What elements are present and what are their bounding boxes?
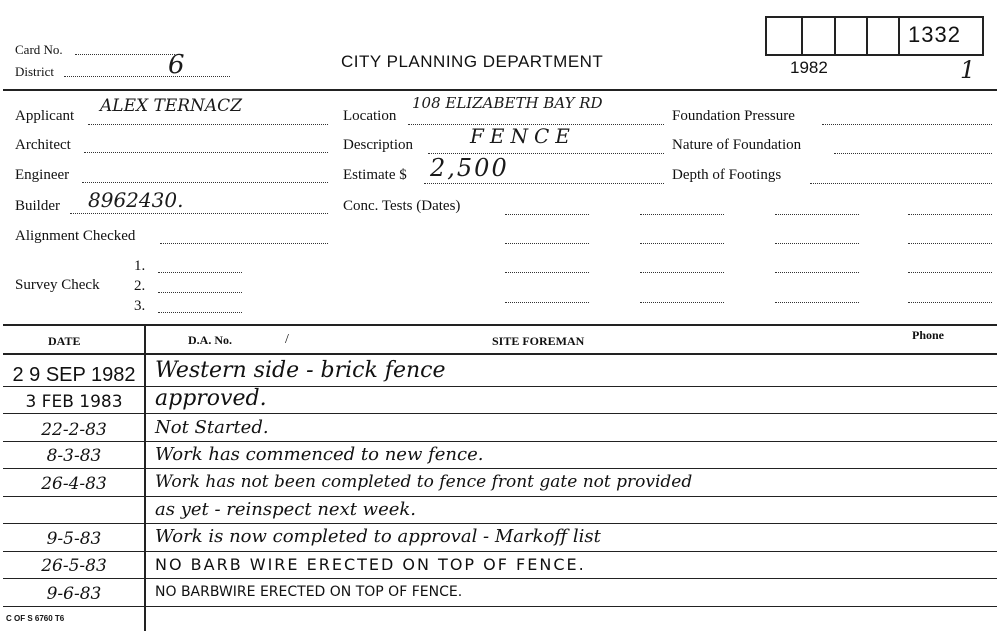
conc-line (640, 243, 724, 244)
architect-label: Architect (15, 137, 71, 153)
survey-2-line (158, 292, 242, 293)
log-row-note: approved. (155, 386, 267, 411)
log-row-date: 9-6-83 (46, 584, 102, 604)
conc-line (505, 214, 589, 215)
estimate-value: 2,500 (430, 154, 509, 182)
card-no-label: Card No. (15, 42, 63, 57)
conc-line (775, 302, 859, 303)
district-value: 6 (168, 50, 185, 80)
row-rule (3, 386, 997, 387)
applicant-line (88, 124, 328, 125)
builder-label: Builder (15, 198, 60, 214)
description-label: Description (343, 137, 413, 153)
log-row-date: 26-5-83 (41, 556, 107, 576)
conc-line (775, 214, 859, 215)
log-da-header: D.A. No. (188, 333, 232, 347)
location-label: Location (343, 108, 397, 124)
log-da-slash: / (285, 332, 289, 347)
card-no-line (75, 54, 175, 55)
estimate-label: Estimate $ (343, 167, 407, 183)
log-row-note: as yet - reinspect next week. (155, 499, 417, 520)
log-row-note: Work is now completed to approval - Markoff list (155, 526, 601, 547)
architect-line (84, 152, 328, 153)
district-label: District (15, 64, 54, 79)
description-value: FENCE (470, 124, 576, 148)
log-row-date: 26-4-83 (41, 474, 107, 494)
log-row-note: Not Started. (155, 417, 269, 438)
conc-line (775, 243, 859, 244)
log-date-header: DATE (48, 334, 81, 348)
conc-line (775, 272, 859, 273)
builder-value: 8962430. (88, 188, 184, 212)
depth-footings-label: Depth of Footings (672, 167, 782, 183)
log-row-note: Work has not been completed to fence front gate not provided (155, 472, 693, 492)
applicant-label: Applicant (15, 108, 75, 124)
survey-1-line (158, 272, 242, 273)
engineer-label: Engineer (15, 167, 70, 183)
log-header-rule (3, 353, 997, 355)
log-row-date: 3 FEB 1983 (25, 392, 123, 412)
alignment-label: Alignment Checked (15, 228, 136, 244)
depth-footings-line (810, 183, 992, 184)
conc-line (505, 272, 589, 273)
engineer-line (82, 182, 328, 183)
log-row-note: NO BARB WIRE ERECTED ON TOP OF FENCE. (155, 555, 586, 574)
nature-foundation-line (834, 153, 992, 154)
log-divider (3, 324, 997, 326)
row-rule (3, 523, 997, 524)
conc-line (908, 302, 992, 303)
district-line (64, 76, 230, 77)
estimate-line (424, 183, 664, 184)
log-row-date: 22-2-83 (41, 420, 107, 440)
conc-tests-label: Conc. Tests (Dates) (343, 198, 461, 214)
row-rule (3, 606, 997, 607)
year-label: 1982 (790, 58, 828, 77)
log-phone-header: Phone (912, 328, 945, 342)
conc-line (908, 214, 992, 215)
builder-line (70, 213, 328, 214)
log-column-divider (144, 324, 146, 631)
log-row-note: Western side - brick fence (155, 358, 446, 383)
survey-label: Survey Check (15, 277, 100, 293)
log-row-note: NO BARBWIRE ERECTED ON TOP OF FENCE. (155, 584, 463, 600)
conc-line (640, 302, 724, 303)
survey-3: 3. (134, 298, 146, 314)
log-row-date: 8-3-83 (46, 446, 102, 466)
row-rule (3, 578, 997, 579)
row-rule (3, 496, 997, 497)
log-row-date: 9-5-83 (46, 529, 102, 549)
foundation-pressure-label: Foundation Pressure (672, 108, 795, 124)
log-row-date: 2 9 SEP 1982 (12, 364, 136, 386)
card-number: 1332 (908, 22, 961, 47)
survey-3-line (158, 312, 242, 313)
foundation-pressure-line (822, 124, 992, 125)
alignment-line (160, 243, 328, 244)
row-rule (3, 551, 997, 552)
row-rule (3, 413, 997, 414)
log-foreman-header: SITE FOREMAN (492, 334, 585, 348)
form-code: C OF S 6760 T6 (6, 614, 65, 623)
conc-line (908, 272, 992, 273)
row-rule (3, 468, 997, 469)
applicant-value: ALEX TERNACZ (100, 96, 243, 116)
conc-line (505, 302, 589, 303)
log-row-note: Work has commenced to new fence. (155, 444, 484, 465)
nature-foundation-label: Nature of Foundation (672, 137, 802, 153)
survey-2: 2. (134, 278, 146, 294)
location-value: 108 ELIZABETH BAY RD (412, 94, 603, 112)
year-suffix: 1 (960, 56, 976, 84)
conc-line (640, 272, 724, 273)
survey-1: 1. (134, 258, 146, 274)
row-rule (3, 441, 997, 442)
conc-line (505, 243, 589, 244)
conc-line (908, 243, 992, 244)
page-title: CITY PLANNING DEPARTMENT (341, 52, 604, 71)
header-divider (3, 89, 997, 91)
conc-line (640, 214, 724, 215)
